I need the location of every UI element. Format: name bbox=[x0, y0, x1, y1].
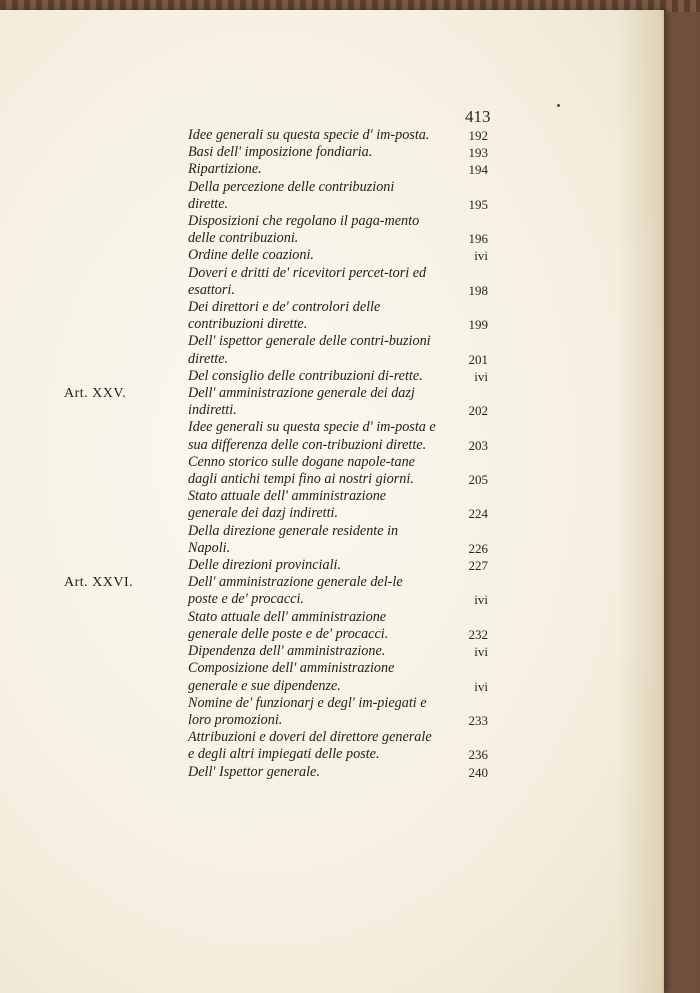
entry-page-number: 194 bbox=[468, 162, 488, 178]
entry-page-number: 203 bbox=[468, 437, 488, 453]
entry-title: Stato attuale dell' amministrazione generale delle poste e de' procacci. bbox=[188, 608, 389, 642]
toc-entry bbox=[188, 333, 488, 367]
toc-entry bbox=[188, 161, 488, 178]
entry-page-number: 195 bbox=[468, 196, 488, 212]
entry-title: Idee generali su questa specie d' im-posta. bbox=[188, 127, 430, 143]
entry-page-number: ivi bbox=[474, 592, 488, 608]
toc-entry bbox=[188, 660, 488, 694]
table-of-contents bbox=[0, 127, 662, 781]
entry-page-number: 224 bbox=[468, 506, 488, 522]
article-label: Art. XXV. bbox=[64, 386, 127, 402]
entry-page-number: 201 bbox=[468, 351, 488, 367]
toc-entry bbox=[188, 213, 488, 247]
toc-entry bbox=[64, 574, 488, 608]
entry-title: Dell' ispettor generale delle contri-buzioni dirette. bbox=[188, 333, 431, 367]
entry-title: Dei direttori e de' controlori delle contribuzioni dirette. bbox=[188, 299, 381, 333]
toc-entry bbox=[188, 643, 488, 660]
entry-title: Attribuzioni e doveri del direttore generale e degli altri impiegati delle poste. bbox=[188, 729, 432, 763]
entry-title: Dell' Ispettor generale. bbox=[188, 763, 320, 780]
toc-entry bbox=[188, 299, 488, 333]
entry-page-number: 226 bbox=[468, 540, 488, 556]
entry-title: Dell' amministrazione generale dei dazj indiretti. bbox=[188, 385, 415, 419]
entry-page-number: 240 bbox=[468, 764, 488, 780]
toc-entry bbox=[188, 523, 488, 557]
entry-title: Cenno storico sulle dogane napole-tane dagli antichi tempi fino ai nostri giorni. bbox=[188, 453, 415, 488]
entry-title: Della percezione delle contribuzioni dirette. bbox=[188, 178, 395, 212]
entry-title: Dipendenza dell' amministrazione. bbox=[188, 643, 386, 660]
toc-entry bbox=[188, 127, 488, 144]
entry-title: Della direzione generale residente in Napoli. bbox=[188, 522, 399, 556]
toc-entry bbox=[188, 729, 488, 763]
entry-page-number: 205 bbox=[468, 472, 488, 488]
entry-page-number: 232 bbox=[468, 626, 488, 642]
entry-page-number: 233 bbox=[468, 712, 488, 728]
entry-title: Disposizioni che regolano il paga-mento delle contribuzioni. bbox=[188, 213, 420, 247]
entry-title: Composizione dell' amministrazione generale e sue dipendenze. bbox=[188, 660, 395, 694]
entry-page-number: ivi bbox=[474, 248, 488, 264]
entry-page-number: ivi bbox=[474, 368, 488, 384]
entry-page-number: 199 bbox=[468, 317, 488, 333]
toc-entry bbox=[188, 419, 488, 453]
toc-entry bbox=[188, 179, 488, 213]
toc-entry bbox=[188, 557, 488, 574]
entry-title: Idee generali su questa specie d' im-posta e sua differenza delle con-tribuzioni dirette. bbox=[188, 419, 436, 453]
entry-page-number: 202 bbox=[468, 403, 488, 419]
entry-page-number: 227 bbox=[468, 558, 488, 574]
article-label: Art. XXVI. bbox=[64, 575, 134, 591]
entry-page-number: 236 bbox=[468, 747, 488, 763]
entry-page-number: 193 bbox=[468, 145, 488, 161]
toc-entry bbox=[188, 454, 488, 488]
entry-page-number: 198 bbox=[468, 282, 488, 298]
entry-title: Stato attuale dell' amministrazione generale dei dazj indiretti. bbox=[188, 488, 387, 522]
entry-title: Del consiglio delle contribuzioni di-rette. bbox=[188, 367, 423, 384]
entry-page-number: ivi bbox=[474, 644, 488, 660]
entry-title: Ripartizione. bbox=[188, 161, 262, 178]
ink-speck bbox=[557, 104, 560, 107]
entry-title: Delle direzioni provinciali. bbox=[188, 557, 342, 574]
entry-page-number: 192 bbox=[468, 128, 488, 143]
toc-entry bbox=[188, 609, 488, 643]
entry-title: Nomine de' funzionarj e degl' im-piegati e loro promozioni. bbox=[188, 694, 427, 728]
toc-entry bbox=[64, 385, 488, 419]
entry-title: Basi dell' imposizione fondiaria. bbox=[188, 144, 373, 161]
entry-page-number: 196 bbox=[468, 231, 488, 247]
entry-title: Doveri e dritti de' ricevitori percet-tori ed esattori. bbox=[188, 264, 427, 298]
toc-entry bbox=[188, 368, 488, 385]
entry-title: Ordine delle coazioni. bbox=[188, 247, 314, 264]
entry-title: Dell' amministrazione generale del-le poste e de' procacci. bbox=[188, 574, 403, 608]
toc-entry bbox=[188, 764, 488, 781]
toc-entry bbox=[188, 265, 488, 299]
toc-entry bbox=[188, 488, 488, 522]
toc-entry bbox=[188, 695, 488, 729]
entry-page-number: ivi bbox=[474, 678, 488, 694]
toc-entry bbox=[188, 144, 488, 161]
page-number: 413 bbox=[465, 107, 491, 126]
toc-entry bbox=[188, 247, 488, 264]
